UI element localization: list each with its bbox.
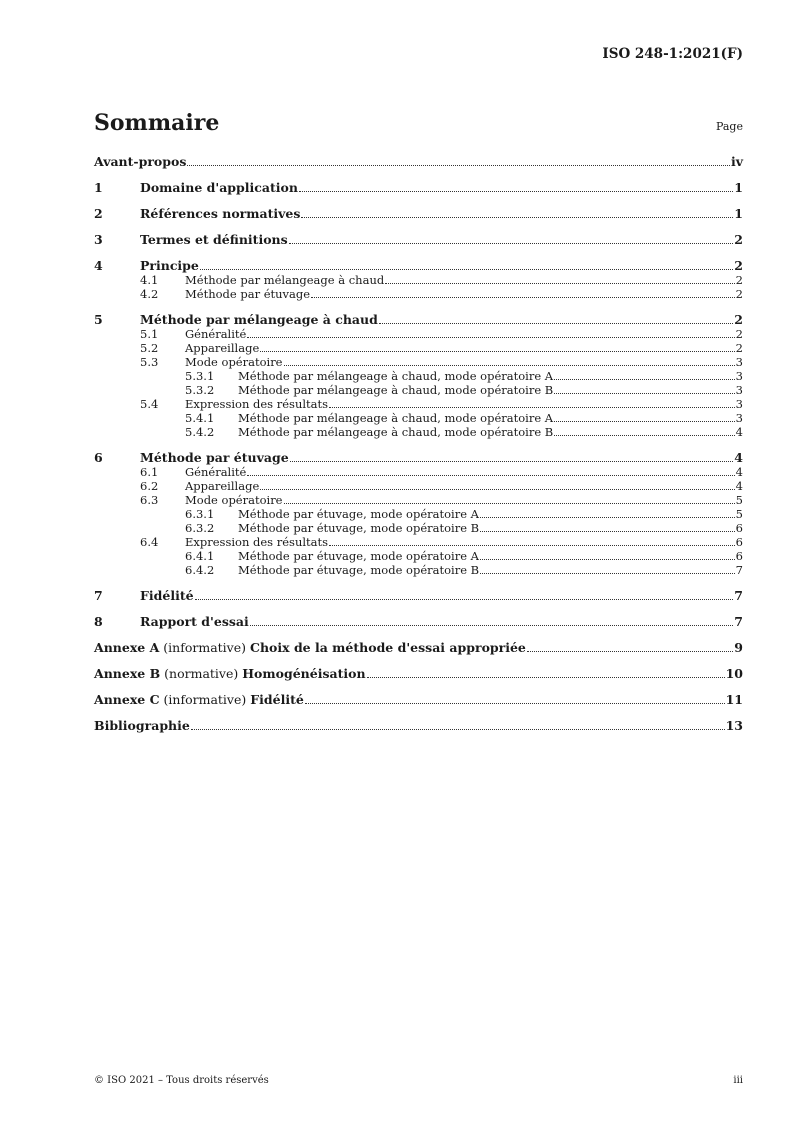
toc-entry-page: 4 bbox=[735, 425, 743, 439]
toc-dot-leader bbox=[290, 461, 734, 462]
toc-entry-title: Mode opératoire bbox=[185, 493, 283, 507]
toc-entry-page: 13 bbox=[725, 718, 743, 733]
toc-entry-title: Domaine d'application bbox=[140, 180, 298, 195]
toc-entry-title: Méthode par étuvage, mode opératoire A bbox=[238, 549, 479, 563]
toc-entry-page: 1 bbox=[734, 180, 743, 195]
toc-dot-leader bbox=[367, 677, 725, 678]
toc-entry[interactable] bbox=[94, 425, 743, 439]
toc-entry[interactable] bbox=[94, 232, 743, 247]
toc-entry-title: Expression des résultats bbox=[185, 535, 329, 549]
toc-entry-number: 5.3 bbox=[140, 355, 159, 369]
toc-entry-page: 4 bbox=[735, 465, 743, 479]
toc-annex-label: Annexe A bbox=[94, 640, 160, 655]
toc-entry-page: 3 bbox=[735, 397, 743, 411]
toc-entry-title: Méthode par étuvage bbox=[185, 287, 311, 301]
toc-entry-number: 5.1 bbox=[140, 327, 159, 341]
toc-entry[interactable] bbox=[94, 640, 743, 655]
toc-entry[interactable] bbox=[94, 258, 743, 273]
toc-entry-number: 6.1 bbox=[140, 465, 159, 479]
toc-dot-leader bbox=[329, 545, 735, 546]
toc-entry-number: 6.4.1 bbox=[185, 549, 215, 563]
toc-entry-page: 6 bbox=[735, 535, 743, 549]
toc-entry[interactable] bbox=[94, 341, 743, 355]
toc-entry[interactable] bbox=[94, 273, 743, 287]
toc-dot-leader bbox=[527, 651, 733, 652]
toc-entry-number: 2 bbox=[94, 206, 103, 221]
toc-entry-title: Méthode par mélangeage à chaud bbox=[140, 312, 378, 327]
toc-dot-leader bbox=[200, 269, 733, 270]
toc-dot-leader bbox=[289, 243, 734, 244]
toc-dot-leader bbox=[260, 351, 734, 352]
toc-entry-number: 5.4.1 bbox=[185, 411, 215, 425]
page-title: Sommaire bbox=[94, 110, 220, 136]
toc-entry-title: Méthode par étuvage, mode opératoire B bbox=[238, 563, 480, 577]
toc-entry[interactable] bbox=[94, 614, 743, 629]
toc-entry-title: Méthode par mélangeage à chaud, mode opératoire B bbox=[238, 383, 554, 397]
toc-entry-page: 4 bbox=[735, 479, 743, 493]
toc-entry-page: 10 bbox=[725, 666, 743, 681]
toc-entry[interactable] bbox=[94, 327, 743, 341]
toc-entry[interactable] bbox=[94, 521, 743, 535]
toc-entry-page: 6 bbox=[735, 549, 743, 563]
toc-entry-page: 7 bbox=[735, 563, 743, 577]
toc-entry[interactable] bbox=[94, 154, 743, 169]
toc-entry-page: 1 bbox=[734, 206, 743, 221]
toc-entry-title: Avant-propos bbox=[94, 154, 187, 169]
toc-entry-number: 5 bbox=[94, 312, 103, 327]
toc-entry[interactable] bbox=[94, 692, 743, 707]
toc-entry-page: 3 bbox=[735, 383, 743, 397]
toc-entry-page: 7 bbox=[734, 614, 743, 629]
page-column-label: Page bbox=[715, 120, 743, 133]
toc-entry-title: Méthode par étuvage bbox=[140, 450, 289, 465]
toc-dot-leader bbox=[554, 393, 734, 394]
toc-dot-leader bbox=[554, 421, 735, 422]
toc-entry[interactable] bbox=[94, 180, 743, 195]
toc-entry-page: 2 bbox=[735, 287, 743, 301]
footer-copyright: © ISO 2021 – Tous droits réservés bbox=[94, 1075, 269, 1086]
toc-dot-leader bbox=[195, 599, 734, 600]
toc-entry-title: Fidélité bbox=[140, 588, 194, 603]
toc-dot-leader bbox=[480, 559, 735, 560]
toc-entry-page: 5 bbox=[735, 507, 743, 521]
toc-annex-label: Annexe C bbox=[94, 692, 160, 707]
toc-entry-page: iv bbox=[730, 154, 743, 169]
toc-entry-page: 2 bbox=[735, 273, 743, 287]
toc-dot-leader bbox=[284, 503, 735, 504]
toc-entry-title: Appareillage bbox=[185, 341, 260, 355]
toc-entry-title: Rapport d'essai bbox=[140, 614, 249, 629]
toc-entry-title: Mode opératoire bbox=[185, 355, 283, 369]
toc-entry-number: 6.3.2 bbox=[185, 521, 215, 535]
toc-dot-leader bbox=[299, 191, 733, 192]
toc-entry-number: 6.3 bbox=[140, 493, 159, 507]
toc-entry-title: Termes et définitions bbox=[140, 232, 288, 247]
toc-entry-number: 4.1 bbox=[140, 273, 159, 287]
toc-entry-number: 1 bbox=[94, 180, 103, 195]
toc-entry-title: Bibliographie bbox=[94, 718, 190, 733]
toc-entry[interactable] bbox=[94, 588, 743, 603]
toc-entry-title: Principe bbox=[140, 258, 199, 273]
toc-entry-page: 7 bbox=[734, 588, 743, 603]
toc-entry-title: Homogénéisation bbox=[242, 666, 366, 681]
toc-entry-page: 3 bbox=[735, 355, 743, 369]
toc-annex-kind: (informative) bbox=[163, 640, 247, 655]
toc-entry-title: Expression des résultats bbox=[185, 397, 329, 411]
toc-entry-number: 6.4 bbox=[140, 535, 159, 549]
toc-entry-page: 2 bbox=[735, 327, 743, 341]
toc-entry[interactable] bbox=[94, 563, 743, 577]
toc-dot-leader bbox=[385, 283, 734, 284]
toc-dot-leader bbox=[311, 297, 735, 298]
toc-entry-number: 6.3.1 bbox=[185, 507, 215, 521]
toc-entry-number: 8 bbox=[94, 614, 103, 629]
toc-dot-leader bbox=[329, 407, 735, 408]
toc-dot-leader bbox=[284, 365, 735, 366]
toc-entry-number: 7 bbox=[94, 588, 103, 603]
toc-entry[interactable] bbox=[94, 355, 743, 369]
toc-dot-leader bbox=[554, 435, 734, 436]
toc-entry-title: Méthode par mélangeage à chaud, mode opératoire B bbox=[238, 425, 554, 439]
toc-entry-page: 2 bbox=[734, 258, 743, 273]
toc-entry-page: 3 bbox=[735, 369, 743, 383]
toc-entry[interactable] bbox=[94, 206, 743, 221]
document-reference: ISO 248-1:2021(F) bbox=[602, 46, 743, 62]
toc-entry[interactable] bbox=[94, 397, 743, 411]
toc-dot-leader bbox=[247, 475, 734, 476]
toc-entry-title: Méthode par étuvage, mode opératoire A bbox=[238, 507, 479, 521]
toc-entry-page: 2 bbox=[734, 312, 743, 327]
footer-page-number: iii bbox=[733, 1075, 743, 1086]
toc-entry-title: Généralité bbox=[185, 327, 247, 341]
toc-entry-page: 4 bbox=[734, 450, 743, 465]
toc-entry-page: 2 bbox=[734, 232, 743, 247]
toc-entry-number: 5.4 bbox=[140, 397, 159, 411]
toc-dot-leader bbox=[260, 489, 734, 490]
toc-entry-title: Références normatives bbox=[140, 206, 301, 221]
toc-entry-number: 4.2 bbox=[140, 287, 159, 301]
toc-entry[interactable] bbox=[94, 369, 743, 383]
toc-entry[interactable] bbox=[94, 666, 743, 681]
toc-entry-number: 5.4.2 bbox=[185, 425, 215, 439]
toc-entry[interactable] bbox=[94, 535, 743, 549]
toc-dot-leader bbox=[480, 573, 735, 574]
toc-entry-page: 5 bbox=[735, 493, 743, 507]
toc-dot-leader bbox=[480, 517, 735, 518]
toc-entry-title: Méthode par mélangeage à chaud, mode opératoire A bbox=[238, 369, 554, 383]
toc-entry-title: Méthode par mélangeage à chaud, mode opératoire A bbox=[238, 411, 554, 425]
toc-entry-page: 3 bbox=[735, 411, 743, 425]
toc-entry-page: 2 bbox=[735, 341, 743, 355]
toc-entry-number: 5.3.1 bbox=[185, 369, 215, 383]
toc-entry-title: Généralité bbox=[185, 465, 247, 479]
toc-entry-number: 4 bbox=[94, 258, 103, 273]
toc-entry-number: 6.2 bbox=[140, 479, 159, 493]
toc-dot-leader bbox=[379, 323, 733, 324]
toc-entry-page: 6 bbox=[735, 521, 743, 535]
toc-entry[interactable] bbox=[94, 479, 743, 493]
toc-entry-number: 5.2 bbox=[140, 341, 159, 355]
toc-dot-leader bbox=[480, 531, 735, 532]
toc-entry[interactable] bbox=[94, 383, 743, 397]
toc-dot-leader bbox=[305, 703, 725, 704]
table-of-contents bbox=[94, 154, 743, 733]
toc-entry[interactable] bbox=[94, 287, 743, 301]
toc-entry-page: 9 bbox=[734, 640, 743, 655]
toc-entry-number: 6.4.2 bbox=[185, 563, 215, 577]
toc-entry-number: 5.3.2 bbox=[185, 383, 215, 397]
toc-annex-kind: (normative) bbox=[164, 666, 239, 681]
toc-entry[interactable] bbox=[94, 312, 743, 327]
toc-entry-number: 3 bbox=[94, 232, 103, 247]
toc-dot-leader bbox=[250, 625, 734, 626]
toc-dot-leader bbox=[247, 337, 734, 338]
toc-dot-leader bbox=[191, 729, 725, 730]
toc-entry[interactable] bbox=[94, 718, 743, 733]
toc-dot-leader bbox=[301, 217, 733, 218]
toc-entry-number: 6 bbox=[94, 450, 103, 465]
toc-annex-kind: (informative) bbox=[163, 692, 247, 707]
toc-entry[interactable] bbox=[94, 493, 743, 507]
toc-entry[interactable] bbox=[94, 450, 743, 465]
toc-entry-title: Fidélité bbox=[250, 692, 304, 707]
toc-entry-title: Méthode par étuvage, mode opératoire B bbox=[238, 521, 480, 535]
toc-entry-title: Appareillage bbox=[185, 479, 260, 493]
toc-entry[interactable] bbox=[94, 411, 743, 425]
toc-entry[interactable] bbox=[94, 549, 743, 563]
toc-dot-leader bbox=[187, 165, 730, 166]
toc-entry[interactable] bbox=[94, 465, 743, 479]
toc-dot-leader bbox=[554, 379, 735, 380]
toc-entry-title: Choix de la méthode d'essai appropriée bbox=[250, 640, 526, 655]
toc-annex-label: Annexe B bbox=[94, 666, 161, 681]
toc-entry[interactable] bbox=[94, 507, 743, 521]
toc-entry-title: Méthode par mélangeage à chaud bbox=[185, 273, 385, 287]
toc-entry-page: 11 bbox=[725, 692, 743, 707]
